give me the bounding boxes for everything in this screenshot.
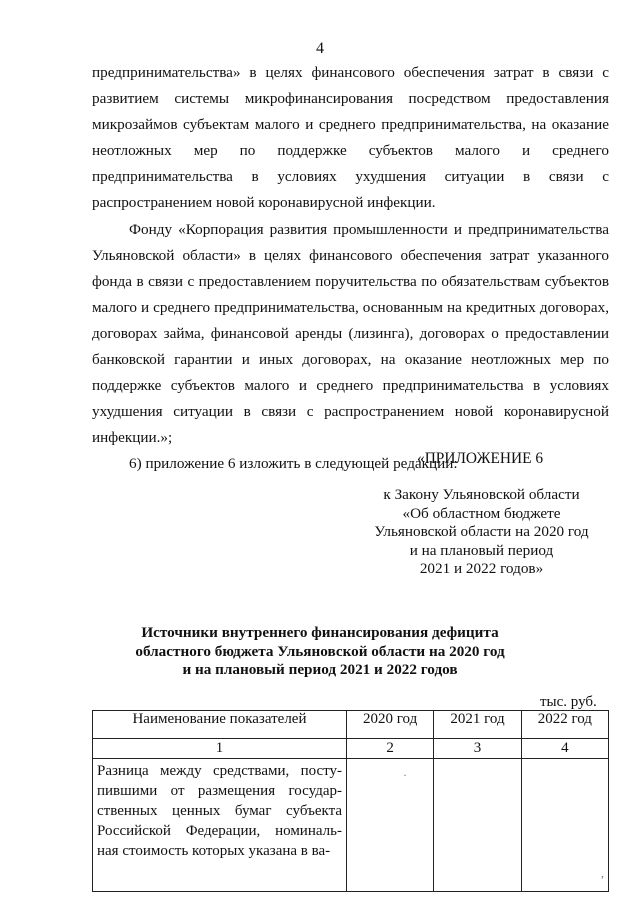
appendix-reference [342,486,621,579]
financing-table [92,710,609,892]
scan-speck: , [601,866,604,880]
appendix-title: «ПРИЛОЖЕНИЕ 6 [417,450,544,467]
appendix-reference-line: и на плановый период [409,541,554,559]
header-indicator-name: Наименование показателей [93,711,347,739]
paragraph-3: 6) приложение 6 изложить в следующей редакции: [129,455,458,473]
header-2021: 2021 год [434,711,521,739]
table-title-line: и на плановый период 2021 и 2022 годов [182,661,458,679]
row-indicator-name: Разница между средствами, посту- пившими от размещения государ- ственных ценных бумаг субъекта Российской Федерации, номиналь- ная стоимость которых указана в ва- [93,759,347,892]
appendix-reference-line: Ульяновской области на 2020 год [374,523,589,541]
column-number: 4 [521,739,608,759]
appendix-reference-line: «Об областном бюджете [402,504,561,522]
paragraph-1: предпринимательства» в целях финансового обеспечения затрат в связи с развитием системы микрофинансирования посредством предоставления микрозаймов субъектам малого и среднего предпринимательства, на оказание неотложных мер по поддержке субъектов малого и среднего предпринимательства в условиях ухудшения ситуации в связи с распространением новой коронавирусной инфекции. [92,64,610,212]
table-title-line: областного бюджета Ульяновской области на 2020 год [135,642,505,660]
column-number: 1 [93,739,347,759]
scan-speck: · [403,768,407,782]
row-value-2021 [434,759,521,892]
page-number: 4 [316,40,324,57]
column-number: 2 [346,739,433,759]
table-row [93,759,609,892]
appendix-reference-line: к Закону Ульяновской области [383,486,580,503]
column-number-row [93,739,609,759]
table-title-line: Источники внутреннего финансирования дефицита [141,624,499,641]
body-text [92,60,609,478]
appendix-reference-line: 2021 и 2022 годов» [419,560,544,578]
row-value-2022 [521,759,608,892]
table-title [110,624,530,680]
units-label: тыс. руб. [540,694,597,710]
header-2022: 2022 год [521,711,608,739]
table-header-row [93,711,609,739]
column-number: 3 [434,739,521,759]
header-2020: 2020 год [346,711,433,739]
paragraph-2: Фонду «Корпорация развития промышленности и предпринимательства Ульяновской области» в целях финансового обеспечения затрат указанного фонда в связи с предоставлением поручительства по обязательствам субъектов малого и среднего предпринимательства, основанным на кредитных договорах, договорах займа, финансовой аренды (лизинга), договорах о предоставлении банковской гарантии и иных договорах, на оказание неотложных мер по поддержке субъектов малого и среднего предпринимательства в условиях ухудшения ситуации в связи с распространением новой коронавирусной инфекции.»; [92,220,610,447]
row-value-2020 [346,759,433,892]
